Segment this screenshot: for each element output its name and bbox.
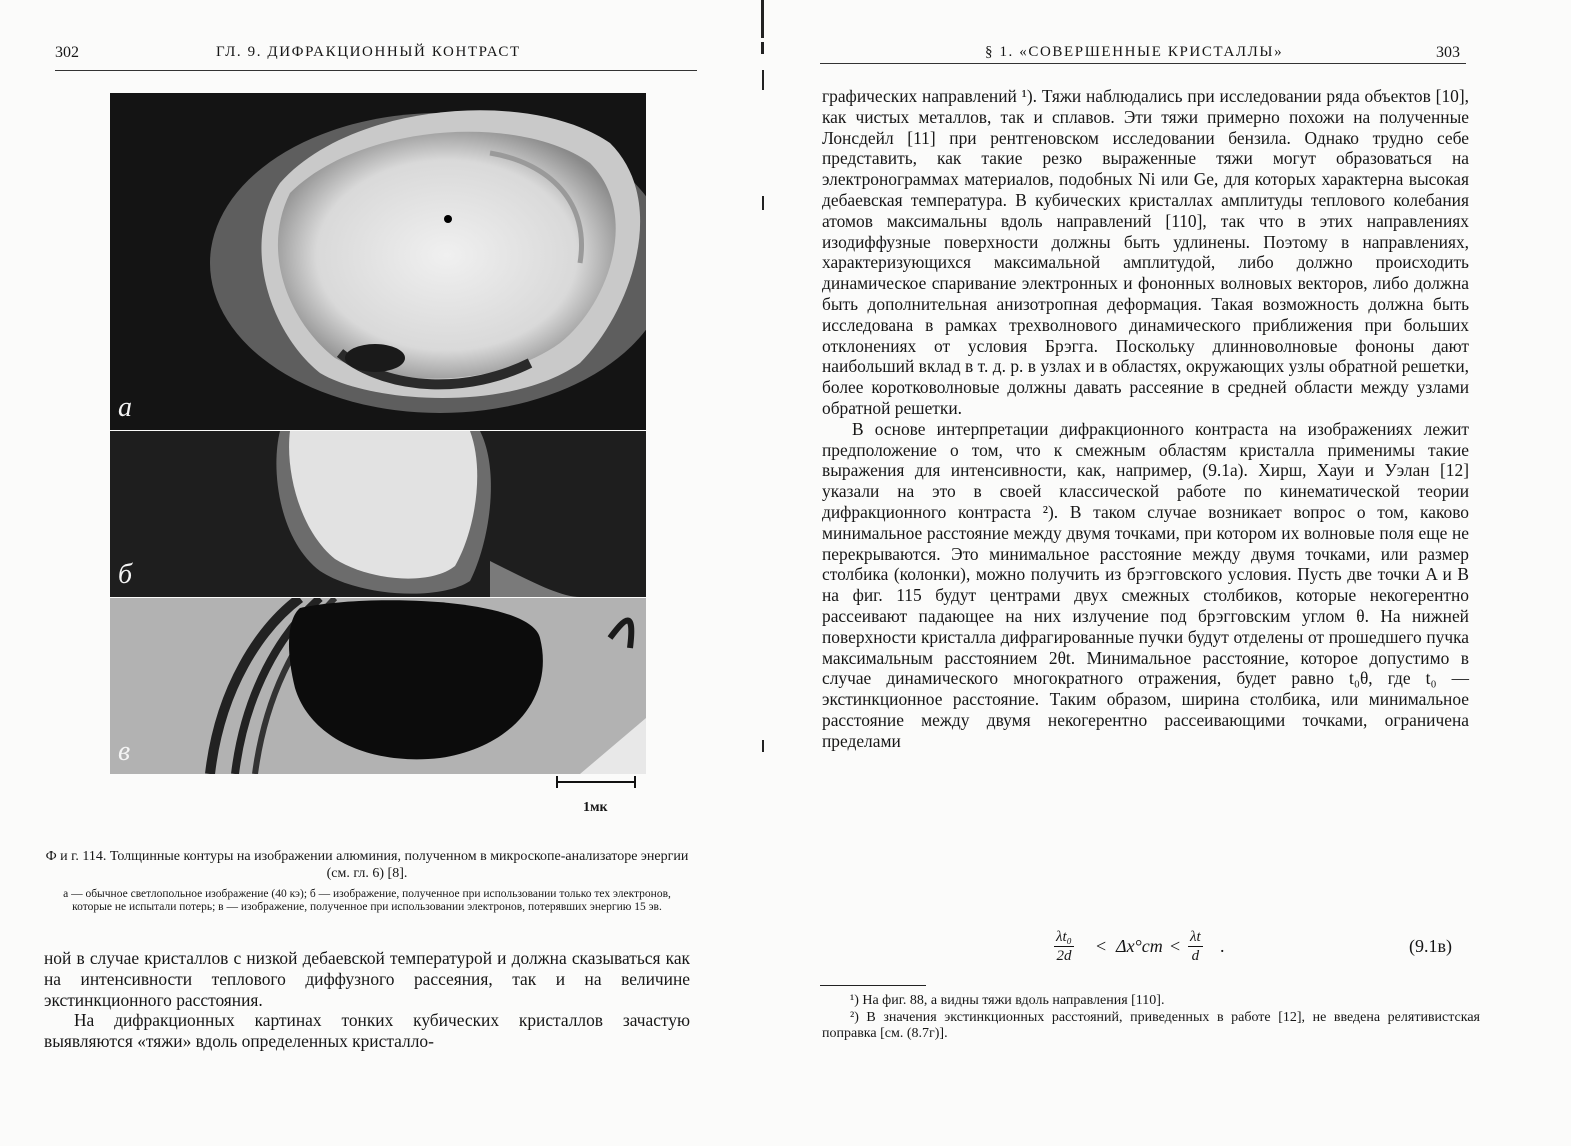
formula-less-than-1: < bbox=[1096, 936, 1107, 956]
footnote-rule bbox=[820, 985, 926, 986]
book-gutter bbox=[757, 0, 769, 1146]
formula-middle-term: Δx°ст bbox=[1116, 936, 1163, 956]
formula-left-denominator: 2d bbox=[1056, 948, 1072, 964]
equation-9-1v bbox=[1054, 928, 1474, 968]
micrograph-panel-b bbox=[110, 431, 646, 597]
header-rule-left bbox=[55, 70, 697, 71]
formula-right-denominator: d bbox=[1191, 948, 1200, 964]
footnote-2: ²) В значения экстинкционных расстояний, приведенных в работе [12], не введена релятивистская поправка [см. (8.7г)]. bbox=[822, 1009, 1480, 1041]
running-header-right: § 1. «СОВЕРШЕННЫЕ КРИСТАЛЛЫ» bbox=[985, 44, 1284, 60]
formula-right-numerator: λt bbox=[1190, 929, 1201, 945]
micrograph-panel-c bbox=[110, 598, 646, 774]
footnotes bbox=[822, 993, 1480, 1043]
equation-number: (9.1в) bbox=[1409, 936, 1452, 956]
left-body-text bbox=[44, 948, 690, 1052]
running-header-left: ГЛ. 9. ДИФРАКЦИОННЫЙ КОНТРАСТ bbox=[216, 44, 521, 60]
scale-bar-label: 1мк bbox=[583, 800, 608, 815]
panel-label-b: б bbox=[118, 559, 133, 590]
formula-left-numerator: λt₀ bbox=[1056, 929, 1072, 945]
formula-less-than-2: < bbox=[1170, 936, 1181, 956]
right-paragraph-2: В основе интерпретации дифракционного контраста на изображениях лежит предположение о том, что к смежным областям кристалла применимы такие выражения для интенсивности, как, например, (9.1а). Хирш, Хауи и Уэлан [12] указали на это в своей классической работе по кинематической теории дифракционного контраста ²). В таком случае возникает вопрос о том, каково минимальное расстояние между двумя точками, при котором их волновые поля еще не перекрываются. Это минимальное расстояние между двумя точками, или размер столбика (колонки), можно получить из брэгговского условия. Пусть две точки A и B на фиг. 115 будут центрами двух смежных столбиков, которые некогерентно рассеивают падающее на них излучение под брэгговским углом θ. На нижней поверхности кристалла дифрагированные пучки будут отделены от прошедшего пучка максимальным расстоянием 2θt. Минимальное расстояние, которое допустимо в случае динамического многократного отражения, будет равно t₀θ, где t₀ — экстинкционное расстояние. Таким образом, ширина столбика, или минимальное расстояние между двумя некогерентно рассеивающими точками, ограничена пределами bbox=[822, 418, 1469, 751]
formula-period: . bbox=[1220, 936, 1225, 956]
right-body-text bbox=[822, 86, 1469, 752]
left-paragraph-1: ной в случае кристаллов с низкой дебаевской температурой и должна сказываться как на интенсивности теплового диффузного рассеяния, так и на величине экстинкционного расстояния. bbox=[44, 948, 690, 1010]
micrograph-panel-a bbox=[110, 93, 646, 430]
formula-right-fraction bbox=[1188, 928, 1203, 965]
panel-label-c: в bbox=[118, 736, 131, 767]
right-paragraph-1: графических направлений ¹). Тяжи наблюдались при исследовании ряда объектов [10], как чистых металлов, так и сплавов. Эти тяжи примерно похожи на полученные Лонсдейл [11] при рентгеновском исследовании бензила. Однако трудно себе представить, как такие резко выраженные тяжи могут образоваться на электронограммах материалов, подобных Ni или Ge, для которых характерна высокая дебаевская температура. В кубических кристаллах амплитуды теплового колебания атомов максимальны вдоль направлений [110], так что в этих направлениях изодиффузные поверхности должны быть удлинены. Поэтому в направлениях, характеризующихся максимальной амплитудой, либо должно происходить динамическое спаривание электронных и фононных волновых векторов, либо должна быть дополнительная анизотропная деформация. Такая возможность должна быть исследована в рамках трехволнового динамического приближения при больших отклонениях от условия Брэгга. Поскольку длинноволновые фононы дают наибольший вклад в т. д. р. в узлах и в областях, окружающих узлы обратной решетки, более коротковолновые должны давать рассеяние в средней области между узлами обратной решетки. bbox=[822, 86, 1469, 418]
footnote-1: ¹) На фиг. 88, а видны тяжи вдоль направления [110]. bbox=[850, 993, 1165, 1008]
formula-left-fraction bbox=[1054, 928, 1074, 965]
figure-caption: Ф и г. 114. Толщинные контуры на изображении алюминия, полученном в микроскопе-анализаторе энергии (см. гл. 6) [8]. bbox=[45, 849, 689, 881]
page-number-left: 302 bbox=[55, 44, 79, 61]
figure-caption-detail: а — обычное светлопольное изображение (40 кэ); б — изображение, полученное при использовании только тех электронов, которые не испытали потерь; в — изображение, полученное при использовании электронов, потерявших энергию 15 эв. bbox=[63, 888, 671, 913]
page-number-right: 303 bbox=[1436, 44, 1460, 61]
scale-bar bbox=[556, 776, 636, 788]
header-rule-right bbox=[820, 63, 1466, 64]
left-paragraph-2: На дифракционных картинах тонких кубических кристаллов зачастую выявляются «тяжи» вдоль определенных кристалло- bbox=[44, 1010, 690, 1052]
panel-label-a: а bbox=[118, 392, 132, 423]
